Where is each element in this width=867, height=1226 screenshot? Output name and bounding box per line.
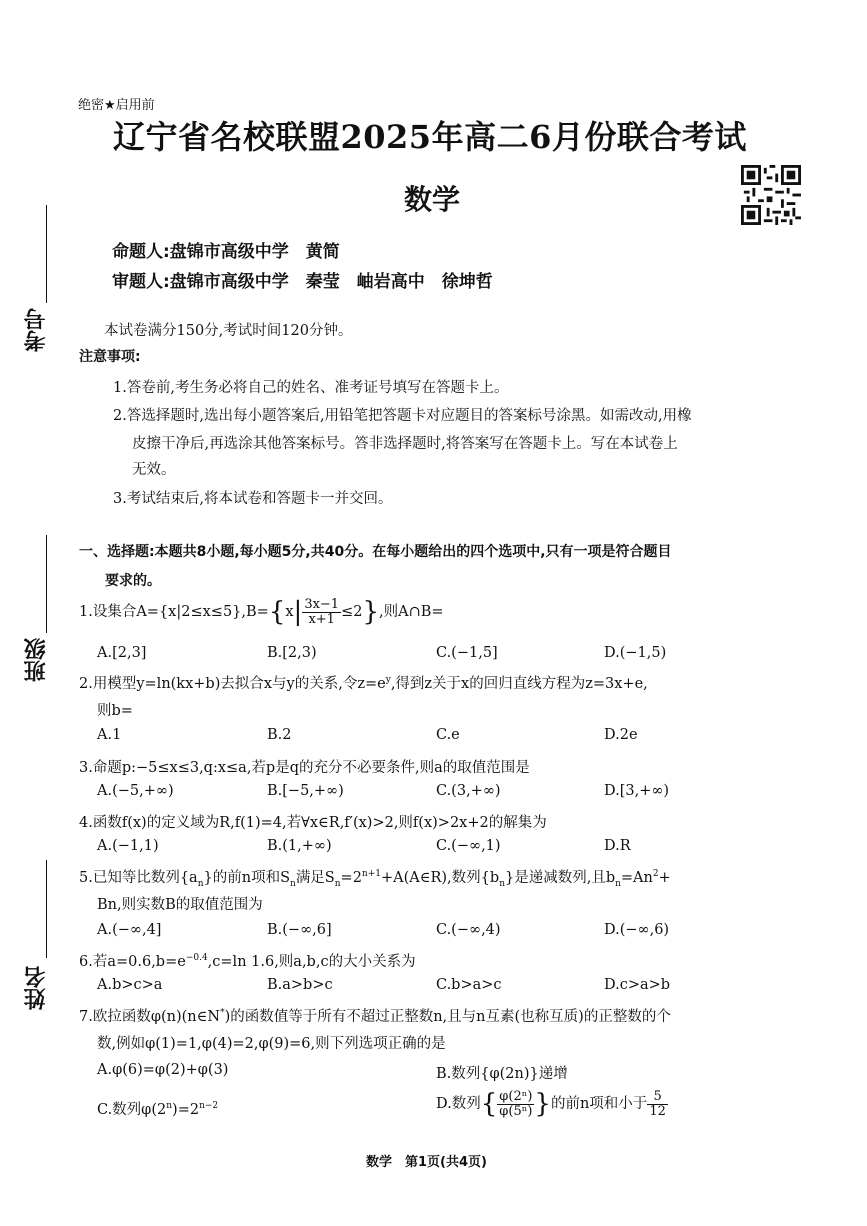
page-footer: 数学 第1页(共4页) [366,1155,487,1170]
q2-stem-line-1: 2.用模型y=ln(kx+b)去拟合x与y的关系,令$z=e^y$,得到z关于x的回归直线方程为z=3x+e, [79,675,648,692]
q5-option-d: D.(−∞,6) [604,922,670,938]
reviewer-line: 审题人:盘锦市高级中学 秦莹 岫岩高中 徐坤哲 [112,272,493,292]
q2-option-d: D.2e [604,727,638,743]
q6-option-c: C.b>a>c [436,977,502,993]
q7-stem-line-2: 数,例如φ(1)=1,φ(4)=2,φ(9)=6,则下列选项正确的是 [97,1036,446,1052]
q1-option-b: B.[2,3) [267,645,317,661]
q2-stem-line-2: 则b= [97,703,133,719]
side-line-name [46,860,47,958]
q2-option-b: B.2 [267,727,292,743]
side-line-class [46,535,47,633]
side-label-class: 班级 [24,638,49,682]
q7-option-a: A.φ(6)=φ(2)+φ(3) [97,1062,229,1078]
section-1-heading-line-2: 要求的。 [105,573,161,589]
secret-label: 绝密★启用前 [78,98,155,113]
side-label-name: 姓名 [24,966,49,1010]
q1-option-c: C.(−1,5] [436,645,498,661]
q5-option-a: A.(−∞,4] [97,922,162,938]
q7-option-c: C.数列$\varphi(2^n)=2^{n-2}$ [97,1101,219,1118]
q6-option-a: A.b>c>a [97,977,163,993]
q5-option-c: C.(−∞,4) [436,922,501,938]
q4-stem: 4.函数f(x)的定义域为R,f(1)=4,若∀x∈R,f′(x)>2,则f(x)>2x+2的解集为 [79,815,547,831]
q3-stem: 3.命题p:−5≤x≤3,q:x≤a,若p是q的充分不必要条件,则a的取值范围是 [79,760,530,776]
note-2-line-3: 无效。 [132,462,176,478]
note-2-line-1: 2.答选择题时,选出每小题答案后,用铅笔把答题卡对应题目的答案标号涂黑。如需改动,用橡 [113,408,692,424]
q5-stem-line-1: 5.已知等比数列$\{a_n\}$的前n项和$S_n$满足$S_n=2^{n+1}+A(A\in R)$,数列$\{b_n\}$是递减数列,且$b_n=An^2+$ [79,869,671,889]
q3-option-a: A.(−5,+∞) [97,783,174,799]
q2-option-c: C.e [436,727,460,743]
q5-stem-line-2: Bn,则实数B的取值范围为 [97,897,263,913]
q4-option-b: B.(1,+∞) [267,838,332,854]
section-1-heading-line-1: 一、选择题:本题共8小题,每小题5分,共40分。在每小题给出的四个选项中,只有一项是符合题目 [79,544,672,560]
q4-option-c: C.(−∞,1) [436,838,501,854]
q7-option-d: D.数列{ $\frac{\text{φ(2ⁿ)}}{\text{φ(5ⁿ)}}$ }的前n项和小于 $\frac{5}{12}$ [436,1089,666,1120]
q2-option-a: A.1 [97,727,122,743]
note-2-line-2: 皮擦干净后,再选涂其他答案标号。答非选择题时,将答案写在答题卡上。写在本试卷上 [132,436,678,452]
q4-option-d: D.R [604,838,631,854]
q5-option-b: B.(−∞,6] [267,922,332,938]
q3-option-d: D.[3,+∞) [604,783,670,799]
q1-option-d: D.(−1,5) [604,645,667,661]
q7-option-b: B.数列{φ(2n)}递增 [436,1066,568,1082]
note-3: 3.考试结束后,将本试卷和答题卡一并交回。 [113,491,393,507]
q1-option-a: A.[2,3] [97,645,147,661]
q4-option-a: A.(−1,1) [97,838,159,854]
q3-option-b: B.[−5,+∞) [267,783,344,799]
q7-stem-line-1: 7.欧拉函数φ(n)(n∈N*)的函数值等于所有不超过正整数n,且与n互素(也称互质)的正整数的个 [79,1008,671,1025]
q6-option-d: D.c>a>b [604,977,671,993]
side-line-exam-no [46,205,47,303]
qr-code-icon [741,165,801,225]
subject-title: 数学 [404,183,461,216]
q1-stem: 1.设集合A={x|2≤x≤5},B={x| $\frac{3x-1}{x+1}$ ≤2},则A∩B= [79,597,444,628]
q6-stem: 6.若$a=0.6,b=e^{-0.4},c=\ln$ 1.6,则a,b,c的大小关系为 [79,953,416,970]
exam-title: 辽宁省名校联盟2025年高二6月份联合考试 [113,118,747,156]
side-label-exam-no: 考号 [24,308,49,352]
note-1: 1.答卷前,考生务必将自己的姓名、准考证号填写在答题卡上。 [113,380,509,396]
q3-option-c: C.(3,+∞) [436,783,501,799]
author-line: 命题人:盘锦市高级中学 黄简 [112,242,340,262]
notes-heading: 注意事项: [79,349,141,365]
q6-option-b: B.a>b>c [267,977,333,993]
exam-intro: 本试卷满分150分,考试时间120分钟。 [104,323,353,339]
